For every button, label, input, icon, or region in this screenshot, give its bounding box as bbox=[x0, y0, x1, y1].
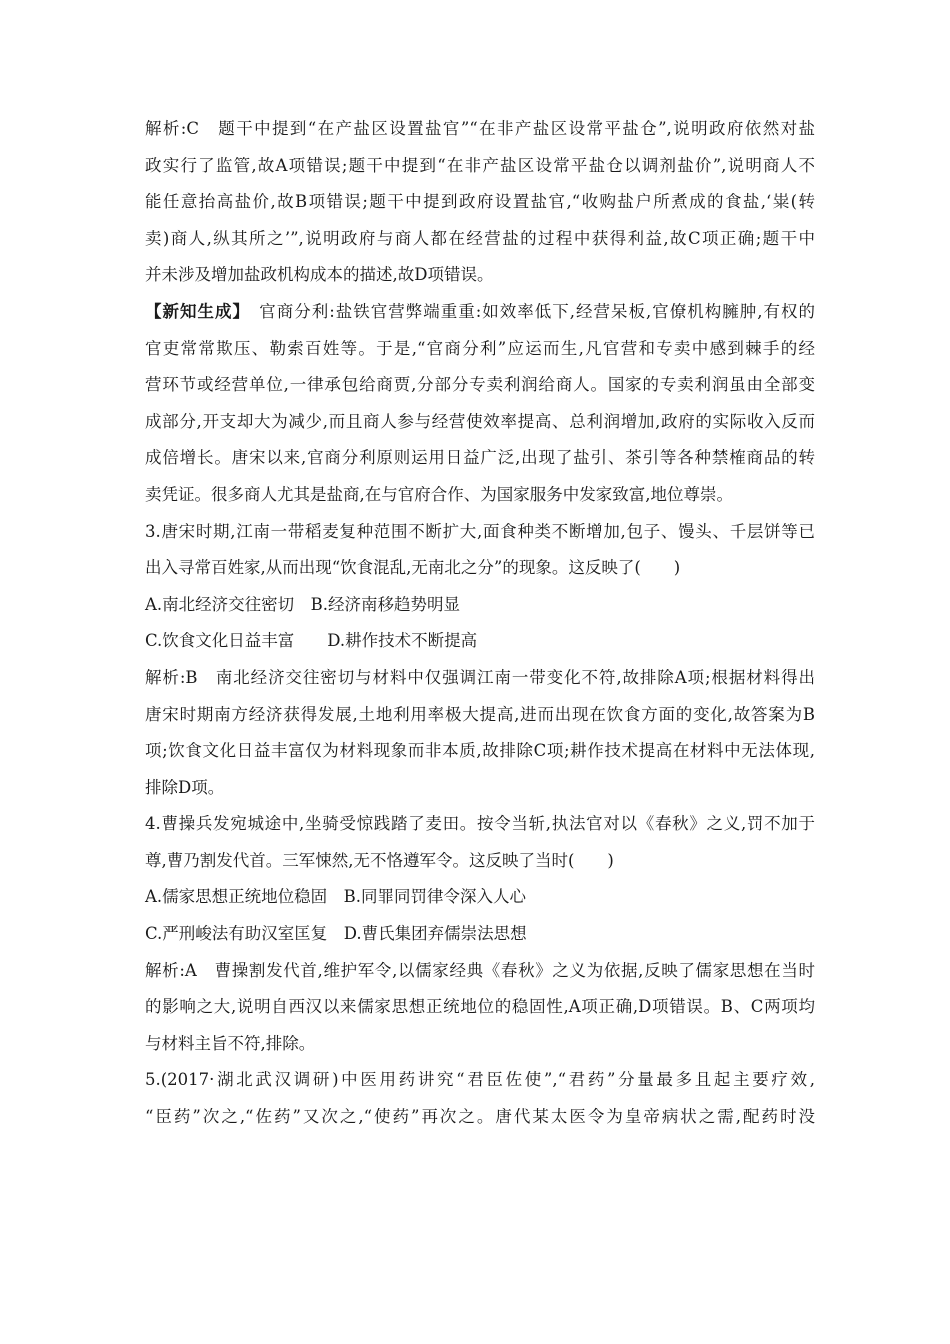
q3-stem-line: 出入寻常百姓家,从而出现“饮食混乱,无南北之分”的现象。这反映了( ) bbox=[145, 558, 681, 578]
q4-analysis-line: 与材料主旨不符,排除。 bbox=[145, 1033, 316, 1053]
document-page bbox=[145, 118, 815, 1143]
q3-analysis-line: 项;饮食文化日益丰富仅为材料现象而非本质,故排除C项;耕作技术提高在材料中无法体现, bbox=[145, 741, 815, 761]
new-knowledge-line: 成倍增长。唐宋以来,官商分利原则运用日益广泛,出现了盐引、茶引等各种禁榷商品的转 bbox=[145, 448, 815, 468]
q2-analysis-line: 卖)商人,纵其所之’”,说明政府与商人都在经营盐的过程中获得利益,故C项正确;题干中 bbox=[145, 228, 815, 248]
q2-analysis-line: 能任意抬高盐价,故B项错误;题干中提到政府设置盐官,“收购盐户所煮成的食盐,‘粜(转 bbox=[145, 192, 815, 212]
new-knowledge-line: 成部分,开支却大为减少,而且商人参与经营使效率提高、总利润增加,政府的实际收入反而 bbox=[145, 411, 815, 431]
new-knowledge-tag: 【新知生成】 bbox=[145, 301, 242, 321]
q2-analysis-line: 并未涉及增加盐政机构成本的描述,故D项错误。 bbox=[145, 265, 494, 285]
q4-stem-line: 尊,曹乃割发代首。三军悚然,无不恪遵军令。这反映了当时( ) bbox=[145, 850, 614, 870]
q3-analysis-line: 解析:B 南北经济交往密切与材料中仅强调江南一带变化不符,故排除A项;根据材料得出 bbox=[145, 667, 815, 687]
new-knowledge-first-line bbox=[145, 301, 815, 322]
new-knowledge-line: 卖凭证。很多商人尤其是盐商,在与官府合作、为国家服务中发家致富,地位尊崇。 bbox=[145, 484, 733, 504]
q4-option-line: C.严刑峻法有助汉室匡复 D.曹氏集团弃儒崇法思想 bbox=[145, 924, 527, 944]
q3-stem-line: 3.唐宋时期,江南一带稻麦复种范围不断扩大,面食种类不断增加,包子、馒头、千层饼等已 bbox=[145, 521, 815, 541]
q4-analysis-line: 解析:A 曹操割发代首,维护军令,以儒家经典《春秋》之义为依据,反映了儒家思想在当时 bbox=[145, 960, 815, 980]
new-knowledge-text: 官商分利:盐铁官营弊端重重:如效率低下,经营呆板,官僚机构臃肿,有权的 bbox=[241, 301, 815, 321]
new-knowledge-line: 营环节或经营单位,一律承包给商贾,分部分专卖利润给商人。国家的专卖利润虽由全部变 bbox=[145, 375, 815, 395]
q3-option-line: A.南北经济交往密切 B.经济南移趋势明显 bbox=[145, 594, 461, 614]
q4-analysis-line: 的影响之大,说明自西汉以来儒家思想正统地位的稳固性,A项正确,D项错误。B、C两项均 bbox=[145, 997, 815, 1017]
q3-analysis-line: 排除D项。 bbox=[145, 777, 225, 797]
q5-stem-line: 5.(2017·湖北武汉调研)中医用药讲究“君臣佐使”,“君药”分量最多且起主要疗效, bbox=[145, 1070, 815, 1090]
q2-analysis-line: 政实行了监管,故A项错误;题干中提到“在非产盐区设常平盐仓以调剂盐价”,说明商人不 bbox=[145, 155, 815, 175]
q3-option-line: C.饮食文化日益丰富 D.耕作技术不断提高 bbox=[145, 631, 478, 651]
new-knowledge-line: 官吏常常欺压、勒索百姓等。于是,“官商分利”应运而生,凡官营和专卖中感到棘手的经 bbox=[145, 338, 815, 358]
q2-analysis-line: 解析:C 题干中提到“在产盐区设置盐官”“在非产盐区设常平盐仓”,说明政府依然对盐 bbox=[145, 119, 815, 138]
q4-stem-line: 4.曹操兵发宛城途中,坐骑受惊践踏了麦田。按令当斩,执法官对以《春秋》之义,罚不加于 bbox=[145, 814, 815, 834]
q3-analysis-line: 唐宋时期南方经济获得发展,土地利用率极大提高,进而出现在饮食方面的变化,故答案为B bbox=[145, 704, 815, 724]
q4-option-line: A.儒家思想正统地位稳固 B.同罪同罚律令深入人心 bbox=[145, 887, 527, 907]
q5-stem-line: “臣药”次之,“佐药”又次之,“使药”再次之。唐代某太医令为皇帝病状之需,配药时没 bbox=[145, 1107, 815, 1127]
